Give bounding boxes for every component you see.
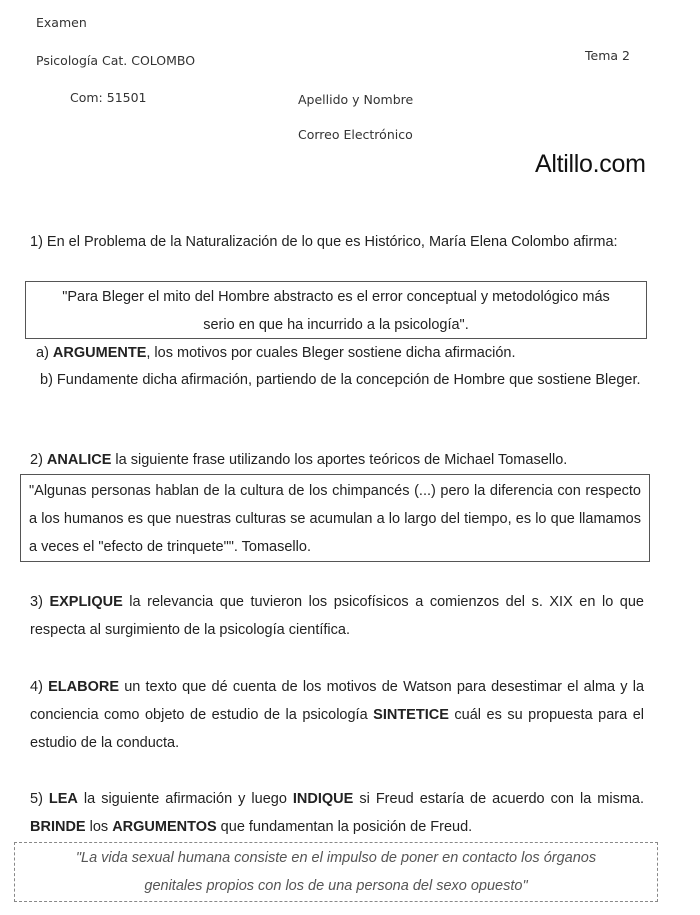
question-4-text-2: cuál es su propuesta para el estudio de la conducta. xyxy=(30,707,644,751)
name-field-label: Apellido y Nombre xyxy=(298,92,414,107)
question-5-keyword-brinde: BRINDE xyxy=(30,819,86,835)
question-5 xyxy=(30,785,644,841)
question-5-text-4: que fundamentan la posición de Freud. xyxy=(216,819,473,835)
question-3 xyxy=(30,588,644,644)
question-5-quote-box xyxy=(14,842,658,902)
question-1-quote-line-1: "Para Bleger el mito del Hombre abstracto es el error conceptual y metodológico más xyxy=(62,289,610,305)
question-1-quote-box xyxy=(25,281,647,339)
question-5-quote-line-1: "La vida sexual humana consiste en el impulso de poner en contacto los órganos xyxy=(75,850,597,866)
question-1-intro: 1) En el Problema de la Naturalización de lo que es Histórico, María Elena Colombo afirma: xyxy=(30,234,618,250)
question-5-quote-line-2: genitales propios con los de una persona del sexo opuesto" xyxy=(144,878,528,894)
question-4-keyword: ELABORE xyxy=(48,679,119,695)
brand-logo-text: Altillo.com xyxy=(535,150,646,178)
question-2-quote-box xyxy=(20,474,650,562)
question-5-keyword-lea: LEA xyxy=(48,791,78,807)
question-1a-text: , los motivos por cuales Bleger sostiene dicha afirmación. xyxy=(146,345,516,361)
question-2-quote: "Algunas personas hablan de la cultura de los chimpancés (...) pero la diferencia con respecto a los humanos es que nuestras culturas se acumulan a lo largo del tiempo, es lo que llamamos a veces el "efecto de trinquete"". Tomasello. xyxy=(29,483,641,555)
question-1a-keyword: ARGUMENTE xyxy=(52,345,147,361)
question-3-text: la relevancia que tuvieron los psicofísicos a comienzos del s. XIX en lo que respecta al surgimiento de la psicología científica. xyxy=(30,594,644,638)
question-2-text: la siguiente frase utilizando los aportes teóricos de Michael Tomasello. xyxy=(111,452,568,468)
commission-label: Com: 51501 xyxy=(70,90,147,105)
question-3-keyword: EXPLIQUE xyxy=(49,594,123,610)
question-1-quote-line-2: serio en que ha incurrido a la psicología". xyxy=(203,317,469,333)
question-1a-prefix: a) xyxy=(36,345,53,361)
subject-label: Psicología Cat. COLOMBO xyxy=(36,53,196,68)
question-5-text-1: la siguiente afirmación y luego xyxy=(77,791,293,807)
question-2-keyword: ANALICE xyxy=(46,452,112,468)
question-2-prefix: 2) xyxy=(30,452,47,468)
question-4 xyxy=(30,673,644,757)
question-4-text-1: un texto que dé cuenta de los motivos de Watson para desestimar el alma y la conciencia como objeto de estudio de la psicología xyxy=(30,679,645,723)
question-4-keyword-2: SINTETICE xyxy=(373,707,449,723)
exam-label: Examen xyxy=(36,15,87,30)
question-1b: b) Fundamente dicha afirmación, partiendo de la concepción de Hombre que sostiene Bleger. xyxy=(40,372,641,388)
question-5-text-3: los xyxy=(85,819,113,835)
email-field-label: Correo Electrónico xyxy=(298,127,413,142)
question-5-keyword-indique: INDIQUE xyxy=(292,791,354,807)
question-1a xyxy=(36,339,644,367)
question-2 xyxy=(30,446,644,474)
question-5-keyword-argumentos: ARGUMENTOS xyxy=(112,819,217,835)
question-5-text-2: si Freud estaría de acuerdo con la misma. xyxy=(353,791,644,807)
tema-label: Tema 2 xyxy=(585,48,630,63)
question-5-prefix: 5) xyxy=(30,791,49,807)
question-4-prefix: 4) xyxy=(30,679,49,695)
question-3-prefix: 3) xyxy=(30,594,50,610)
